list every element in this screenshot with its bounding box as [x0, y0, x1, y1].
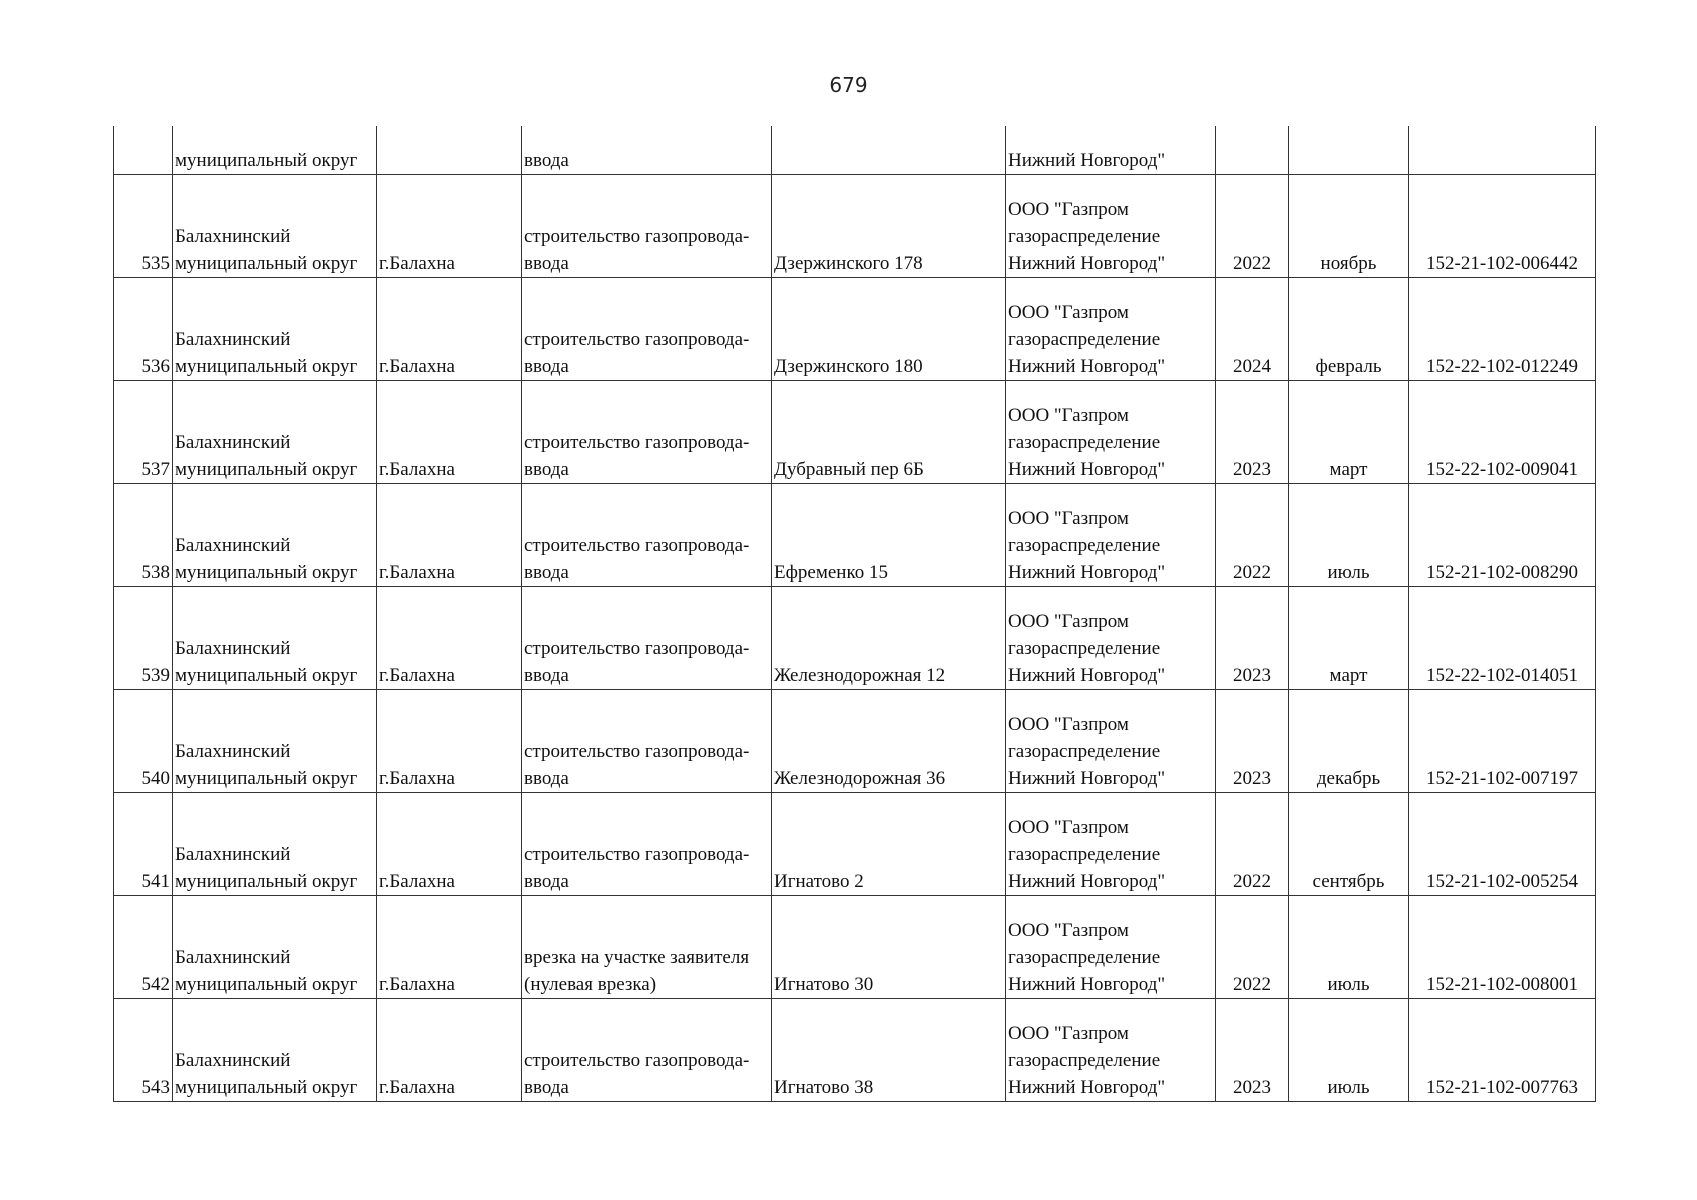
- cell-city: [377, 587, 522, 690]
- row-number: [114, 690, 173, 793]
- work-line-1: строительство газопровода-: [524, 432, 750, 453]
- cell-operator: [1006, 381, 1216, 484]
- cell-district: [173, 690, 377, 793]
- cell-city: [377, 793, 522, 896]
- address-text: Дзержинского 178: [774, 253, 923, 274]
- cell-num: [114, 126, 173, 175]
- cell-address: [772, 126, 1006, 175]
- row-number: [114, 175, 173, 278]
- cell-year: [1216, 896, 1289, 999]
- year-text: 2022: [1233, 253, 1271, 274]
- operator-line-1: ООО "Газпром: [1008, 920, 1129, 941]
- cell-district: [173, 381, 377, 484]
- address-text: Игнатово 30: [774, 974, 874, 995]
- row-number: [114, 278, 173, 381]
- row-number-text: 541: [141, 871, 170, 892]
- row-number-text: 539: [141, 665, 170, 686]
- row-number: [114, 381, 173, 484]
- address-text: Железнодорожная 12: [774, 665, 946, 686]
- operator-line-1: ООО "Газпром: [1008, 405, 1129, 426]
- month-text: июль: [1327, 974, 1370, 995]
- permit-text: 152-21-102-005254: [1426, 871, 1578, 892]
- cell-address: [772, 999, 1006, 1102]
- month-text: март: [1329, 459, 1368, 480]
- district-line-2: муниципальный округ: [175, 1077, 358, 1098]
- work-line-2: ввода: [524, 665, 569, 686]
- cell-year: [1216, 381, 1289, 484]
- cell-month: [1289, 896, 1409, 999]
- operator-line-3: Нижний Новгород": [1008, 562, 1166, 583]
- row-number: [114, 793, 173, 896]
- work-line-2: (нулевая врезка): [524, 974, 657, 995]
- city-text: г.Балахна: [379, 1077, 455, 1098]
- permit-text: 152-22-102-012249: [1426, 356, 1578, 377]
- cell-work: [522, 484, 772, 587]
- year-text: 2022: [1233, 974, 1271, 995]
- cell-address: [772, 175, 1006, 278]
- cell-address: [772, 793, 1006, 896]
- cell-permit: [1409, 690, 1596, 793]
- table-row: [114, 484, 1596, 587]
- month-text: декабрь: [1316, 768, 1381, 789]
- city-text: г.Балахна: [379, 665, 455, 686]
- district-line-1: Балахнинский: [175, 432, 291, 453]
- cell-year: [1216, 126, 1289, 175]
- cell-month: [1289, 175, 1409, 278]
- operator-line-3: Нижний Новгород": [1008, 356, 1166, 377]
- work-line-1: строительство газопровода-: [524, 535, 750, 556]
- work-line-2: ввода: [524, 253, 569, 274]
- cell-permit: [1409, 484, 1596, 587]
- cell-year: [1216, 175, 1289, 278]
- cell-operator: [1006, 484, 1216, 587]
- district-line-2: муниципальный округ: [175, 356, 358, 377]
- district-line-1: Балахнинский: [175, 741, 291, 762]
- work-line-1: строительство газопровода-: [524, 329, 750, 350]
- cell-permit: [1409, 126, 1596, 175]
- cell-year: [1216, 484, 1289, 587]
- cell-operator: [1006, 896, 1216, 999]
- year-text: 2023: [1233, 665, 1271, 686]
- work-line-2: ввода: [524, 1077, 569, 1098]
- operator-line-2: газораспределение: [1008, 638, 1161, 659]
- district-line-2: муниципальный округ: [175, 253, 358, 274]
- work-line-1: строительство газопровода-: [524, 638, 750, 659]
- table-row: [114, 381, 1596, 484]
- operator-line-3: Нижний Новгород": [1008, 253, 1166, 274]
- table-row: [114, 793, 1596, 896]
- district-line-1: Балахнинский: [175, 844, 291, 865]
- cell-permit: [1409, 175, 1596, 278]
- operator-line-2: газораспределение: [1008, 535, 1161, 556]
- cell-district: [173, 896, 377, 999]
- cell-work: [522, 587, 772, 690]
- district-line-2: муниципальный округ: [175, 459, 358, 480]
- work-line-2: ввода: [524, 459, 569, 480]
- permit-text: 152-22-102-014051: [1426, 665, 1578, 686]
- work-line-2: ввода: [524, 768, 569, 789]
- district-text: муниципальный округ: [175, 150, 358, 171]
- operator-line-2: газораспределение: [1008, 432, 1161, 453]
- address-text: Железнодорожная 36: [774, 768, 946, 789]
- cell-address: [772, 278, 1006, 381]
- cell-work: [522, 175, 772, 278]
- continuation-row: [114, 126, 1596, 175]
- permit-text: 152-21-102-007763: [1426, 1077, 1578, 1098]
- row-number-text: 537: [141, 459, 170, 480]
- cell-address: [772, 896, 1006, 999]
- cell-work: [522, 896, 772, 999]
- operator-line-3: Нижний Новгород": [1008, 871, 1166, 892]
- district-line-1: Балахнинский: [175, 329, 291, 350]
- cell-city: [377, 999, 522, 1102]
- month-text: июль: [1327, 562, 1370, 583]
- cell-operator: [1006, 587, 1216, 690]
- district-line-1: Балахнинский: [175, 535, 291, 556]
- cell-district: [173, 793, 377, 896]
- month-text: сентябрь: [1312, 871, 1385, 892]
- work-line-1: строительство газопровода-: [524, 844, 750, 865]
- permit-text: 152-21-102-008001: [1426, 974, 1578, 995]
- operator-line-1: ООО "Газпром: [1008, 508, 1129, 529]
- operator-line-1: ООО "Газпром: [1008, 611, 1129, 632]
- cell-city: [377, 381, 522, 484]
- permit-text: 152-21-102-006442: [1426, 253, 1578, 274]
- cell-city: [377, 484, 522, 587]
- table-row: [114, 896, 1596, 999]
- cell-permit: [1409, 999, 1596, 1102]
- row-number-text: 536: [141, 356, 170, 377]
- district-line-1: Балахнинский: [175, 947, 291, 968]
- address-text: Дзержинского 180: [774, 356, 923, 377]
- district-line-2: муниципальный округ: [175, 768, 358, 789]
- work-line-1: строительство газопровода-: [524, 1050, 750, 1071]
- row-number-text: 542: [141, 974, 170, 995]
- city-text: г.Балахна: [379, 768, 455, 789]
- cell-month: [1289, 587, 1409, 690]
- address-text: Игнатово 38: [774, 1077, 874, 1098]
- cell-month: [1289, 278, 1409, 381]
- cell-district: [173, 999, 377, 1102]
- cell-work: [522, 690, 772, 793]
- table-body: [114, 126, 1596, 1102]
- permit-text: 152-22-102-009041: [1426, 459, 1578, 480]
- table-row: [114, 278, 1596, 381]
- cell-district: [173, 484, 377, 587]
- operator-line-2: газораспределение: [1008, 947, 1161, 968]
- cell-district: [173, 587, 377, 690]
- table-row: [114, 690, 1596, 793]
- cell-month: [1289, 999, 1409, 1102]
- cell-year: [1216, 793, 1289, 896]
- cell-month: [1289, 484, 1409, 587]
- table-row: [114, 999, 1596, 1102]
- month-text: июль: [1327, 1077, 1370, 1098]
- city-text: г.Балахна: [379, 253, 455, 274]
- cell-work: [522, 278, 772, 381]
- operator-line-1: ООО "Газпром: [1008, 199, 1129, 220]
- operator-line-3: Нижний Новгород": [1008, 1077, 1166, 1098]
- work-text: ввода: [524, 150, 569, 171]
- cell-district: [173, 278, 377, 381]
- cell-address: [772, 690, 1006, 793]
- cell-permit: [1409, 793, 1596, 896]
- year-text: 2022: [1233, 562, 1271, 583]
- row-number: [114, 896, 173, 999]
- cell-operator: [1006, 175, 1216, 278]
- cell-permit: [1409, 381, 1596, 484]
- cell-month: [1289, 381, 1409, 484]
- cell-city: [377, 126, 522, 175]
- table-row: [114, 587, 1596, 690]
- operator-line-2: газораспределение: [1008, 329, 1161, 350]
- district-line-1: Балахнинский: [175, 226, 291, 247]
- operator-line-1: ООО "Газпром: [1008, 714, 1129, 735]
- cell-operator: [1006, 278, 1216, 381]
- work-line-1: строительство газопровода-: [524, 226, 750, 247]
- row-number-text: 538: [141, 562, 170, 583]
- row-number: [114, 484, 173, 587]
- work-line-2: ввода: [524, 356, 569, 377]
- address-text: Ефременко 15: [774, 562, 888, 583]
- cell-month: [1289, 793, 1409, 896]
- operator-line-2: газораспределение: [1008, 844, 1161, 865]
- address-text: Дубравный пер 6Б: [774, 459, 924, 480]
- cell-city: [377, 278, 522, 381]
- district-line-1: Балахнинский: [175, 638, 291, 659]
- permit-text: 152-21-102-008290: [1426, 562, 1578, 583]
- year-text: 2023: [1233, 768, 1271, 789]
- month-text: март: [1329, 665, 1368, 686]
- city-text: г.Балахна: [379, 974, 455, 995]
- work-line-2: ввода: [524, 562, 569, 583]
- cell-year: [1216, 999, 1289, 1102]
- cell-address: [772, 587, 1006, 690]
- gas-connection-table: [113, 126, 1596, 1102]
- cell-district: [173, 175, 377, 278]
- cell-city: [377, 690, 522, 793]
- cell-operator: [1006, 126, 1216, 175]
- cell-district: [173, 126, 377, 175]
- cell-work: [522, 999, 772, 1102]
- row-number: [114, 587, 173, 690]
- cell-work: [522, 126, 772, 175]
- cell-permit: [1409, 278, 1596, 381]
- operator-line-2: газораспределение: [1008, 741, 1161, 762]
- cell-operator: [1006, 690, 1216, 793]
- operator-line-1: ООО "Газпром: [1008, 1023, 1129, 1044]
- address-text: Игнатово 2: [774, 871, 864, 892]
- work-line-1: врезка на участке заявителя: [524, 947, 750, 968]
- month-text: ноябрь: [1320, 253, 1377, 274]
- work-line-2: ввода: [524, 871, 569, 892]
- cell-work: [522, 381, 772, 484]
- district-line-2: муниципальный округ: [175, 974, 358, 995]
- operator-line-1: ООО "Газпром: [1008, 302, 1129, 323]
- cell-month: [1289, 126, 1409, 175]
- cell-operator: [1006, 999, 1216, 1102]
- cell-city: [377, 896, 522, 999]
- table-row: [114, 175, 1596, 278]
- row-number-text: 540: [141, 768, 170, 789]
- operator-line-3: Нижний Новгород": [1008, 665, 1166, 686]
- cell-year: [1216, 587, 1289, 690]
- row-number-text: 535: [141, 253, 170, 274]
- year-text: 2023: [1233, 459, 1271, 480]
- cell-work: [522, 793, 772, 896]
- year-text: 2023: [1233, 1077, 1271, 1098]
- district-line-2: муниципальный округ: [175, 562, 358, 583]
- month-text: февраль: [1315, 356, 1382, 377]
- cell-permit: [1409, 587, 1596, 690]
- operator-line-3: Нижний Новгород": [1008, 459, 1166, 480]
- work-line-1: строительство газопровода-: [524, 741, 750, 762]
- page-number: 679: [829, 73, 868, 97]
- district-line-2: муниципальный округ: [175, 665, 358, 686]
- district-line-2: муниципальный округ: [175, 871, 358, 892]
- cell-month: [1289, 690, 1409, 793]
- operator-line-2: газораспределение: [1008, 1050, 1161, 1071]
- operator-line-2: газораспределение: [1008, 226, 1161, 247]
- year-text: 2024: [1233, 356, 1271, 377]
- operator-text: Нижний Новгород": [1008, 150, 1166, 171]
- operator-line-3: Нижний Новгород": [1008, 974, 1166, 995]
- district-line-1: Балахнинский: [175, 1050, 291, 1071]
- cell-year: [1216, 278, 1289, 381]
- city-text: г.Балахна: [379, 562, 455, 583]
- operator-line-3: Нижний Новгород": [1008, 768, 1166, 789]
- row-number: [114, 999, 173, 1102]
- cell-operator: [1006, 793, 1216, 896]
- cell-permit: [1409, 896, 1596, 999]
- cell-address: [772, 484, 1006, 587]
- permit-text: 152-21-102-007197: [1426, 768, 1578, 789]
- row-number-text: 543: [141, 1077, 170, 1098]
- cell-city: [377, 175, 522, 278]
- city-text: г.Балахна: [379, 459, 455, 480]
- city-text: г.Балахна: [379, 356, 455, 377]
- year-text: 2022: [1233, 871, 1271, 892]
- cell-address: [772, 381, 1006, 484]
- operator-line-1: ООО "Газпром: [1008, 817, 1129, 838]
- cell-year: [1216, 690, 1289, 793]
- city-text: г.Балахна: [379, 871, 455, 892]
